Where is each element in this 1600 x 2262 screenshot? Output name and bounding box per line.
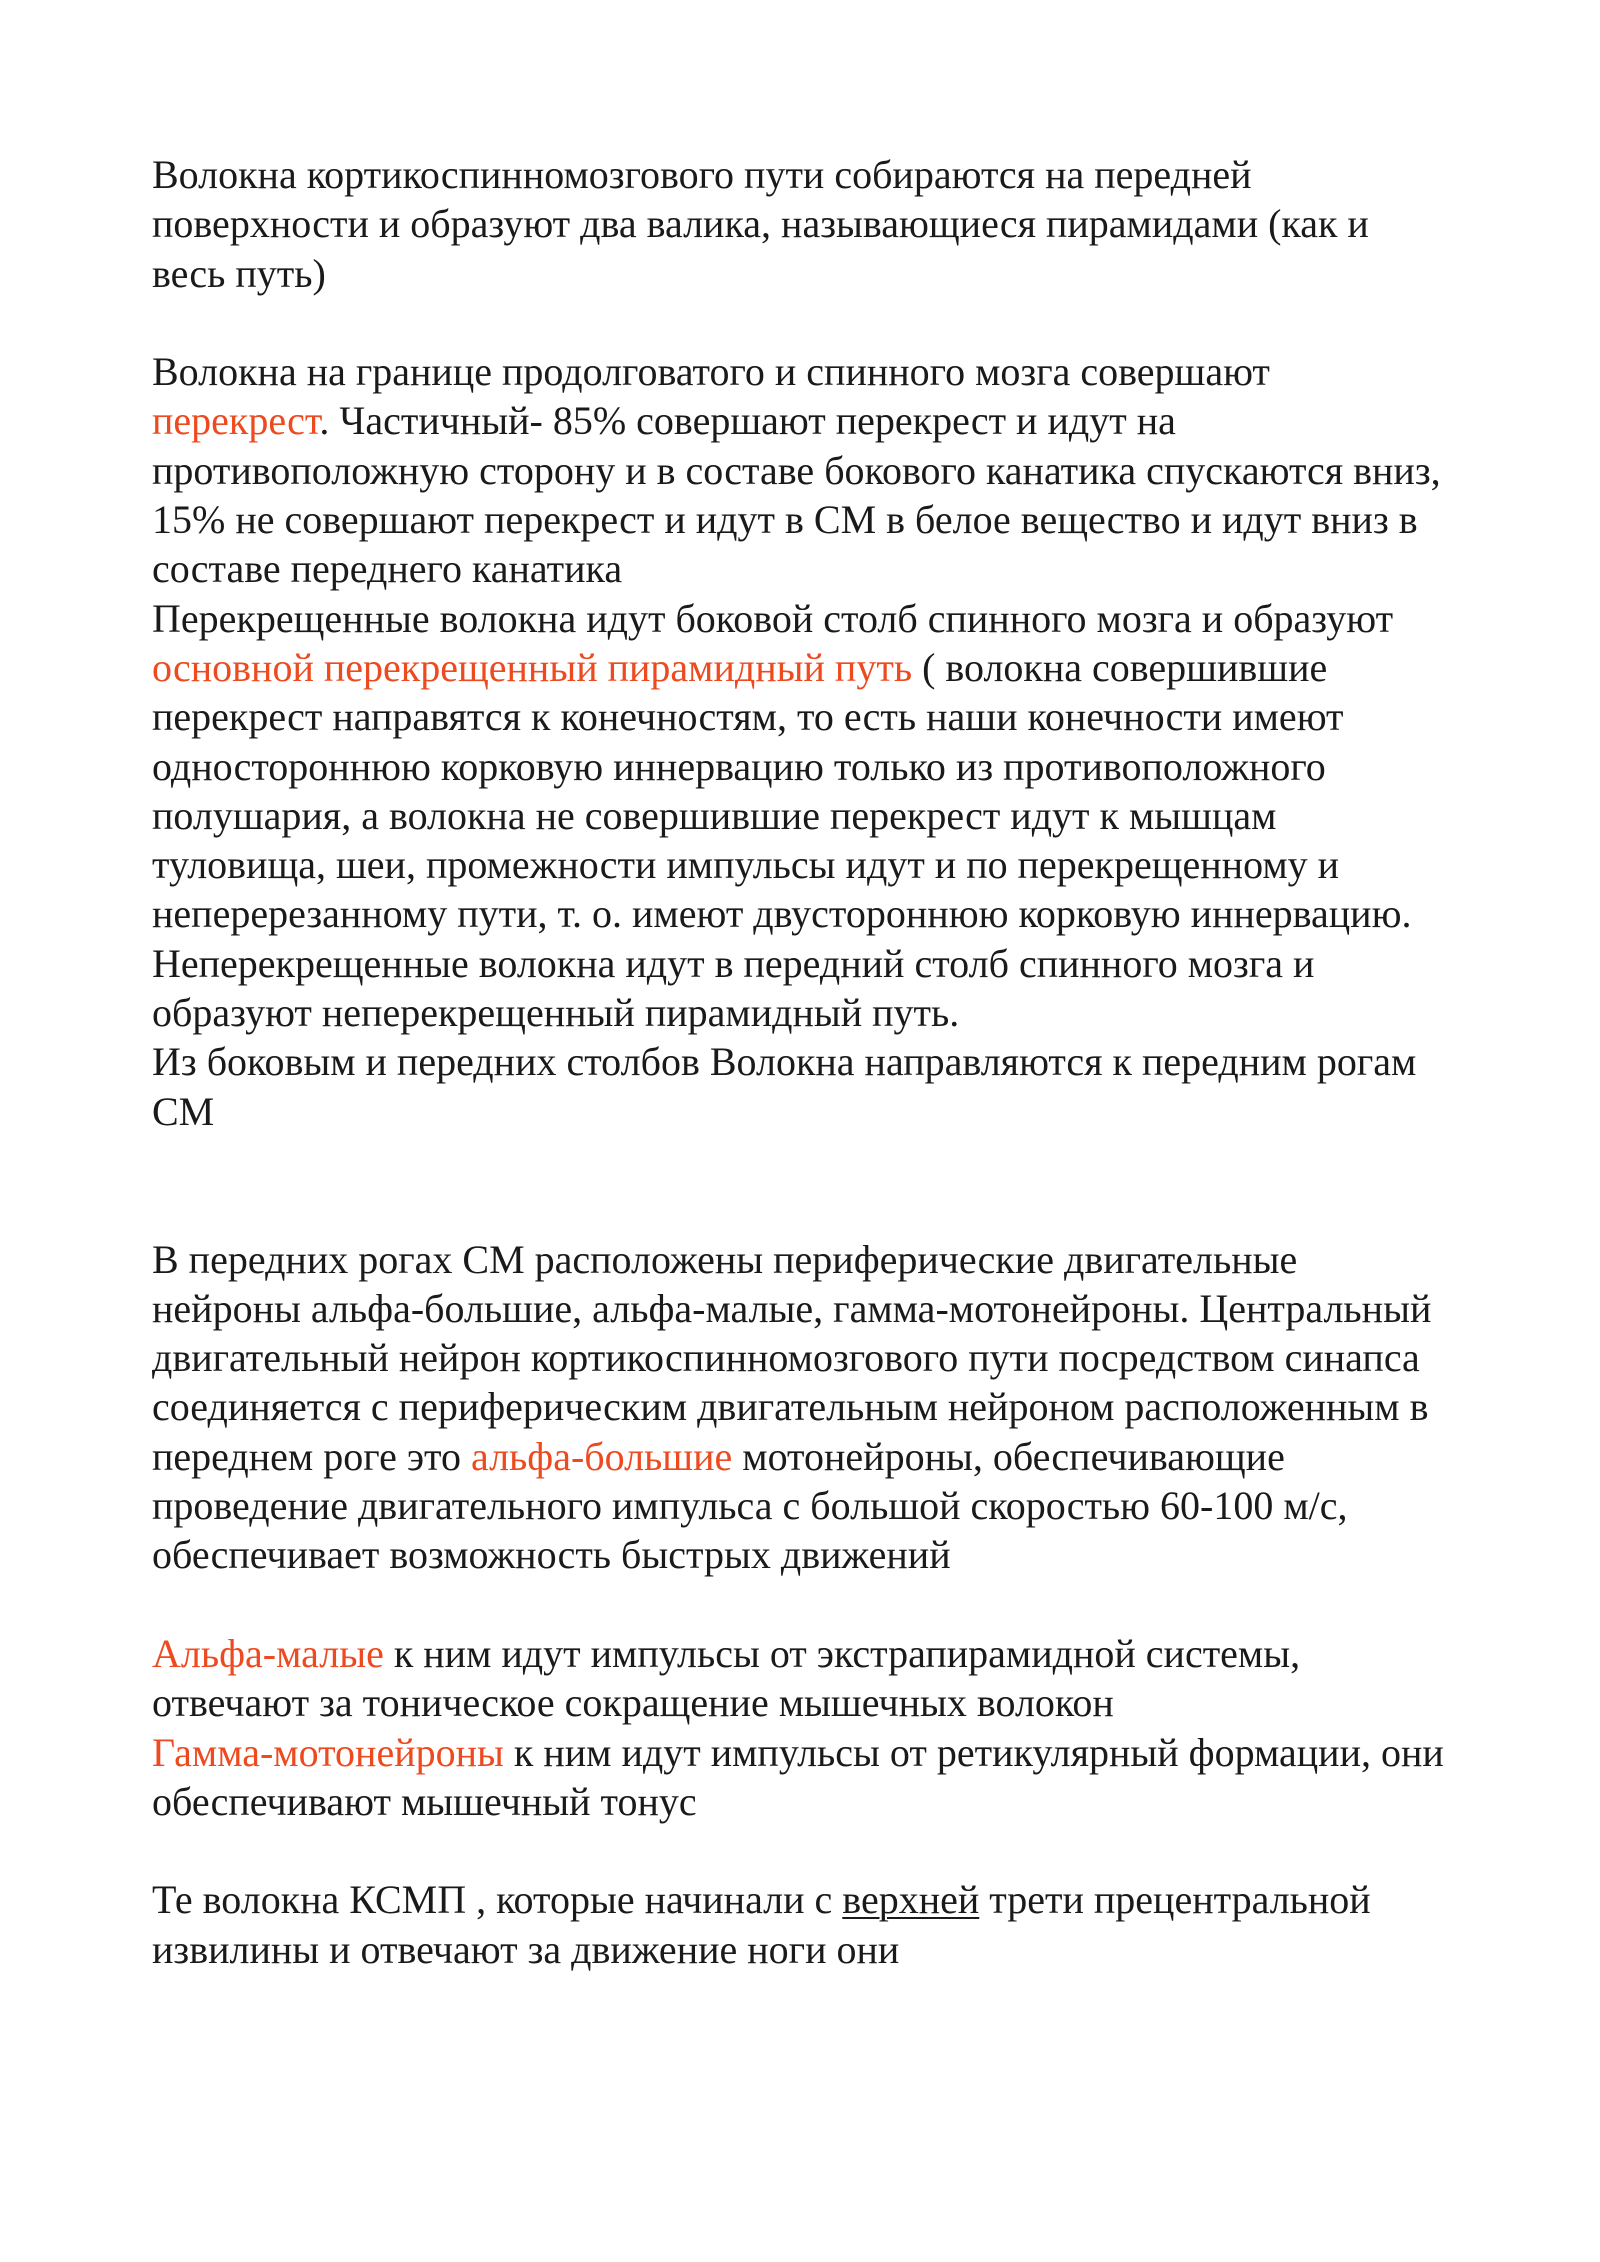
- highlight-alpha-large: альфа-большие: [470, 1433, 733, 1479]
- paragraph-text: мотонейроны, обеспечивающие проведение двигательного импульса с большой скоростью 60-100 м/с, обеспечивает возможность быстрых движений: [152, 1433, 1348, 1578]
- paragraph-text: В передних рогах СМ расположены периферические двигательные нейроны альфа-большие, альфа-малые, гамма-мотонейроны. Центральный двигательный нейрон кортикоспинномозгового пути посредством синапса соединяется с периферическим двигательным нейроном расположенным в переднем роге это: [152, 1236, 1432, 1479]
- paragraph-decussation: [152, 347, 1452, 593]
- paragraph-text: Волокна кортикоспинномозгового пути собираются на передней поверхности и образуют два валика, называющиеся пирамидами (как и весь путь): [152, 152, 1369, 296]
- highlight-decussation: перекрест: [152, 398, 320, 444]
- paragraph-gamma: [152, 1728, 1452, 1827]
- paragraph-uncrossed-fibers: [152, 939, 1452, 1038]
- highlight-main-crossed-tract: основной перекрещенный пирамидный путь: [152, 644, 913, 690]
- paragraph-gap: [152, 1580, 1452, 1629]
- paragraph-text: к ним идут импульсы от ретикулярный формации, они обеспечивают мышечный тонус: [152, 1729, 1444, 1824]
- paragraph-gap: [152, 298, 1452, 347]
- paragraph-text: Волокна на границе продолговатого и спинного мозга совершают: [152, 349, 1270, 395]
- paragraph-text: Неперекрещенные волокна идут в передний столб спинного мозга и образуют неперекрещенный пирамидный путь.: [152, 940, 1315, 1036]
- document-page: [152, 150, 1452, 1974]
- paragraph-crossed-fibers: [152, 594, 1452, 939]
- paragraph-text: ( волокна совершившие перекрест направятся к конечностям, то есть наши конечности имеют одностороннюю корковую иннервацию только из противоположного полушария, а волокна не совершившие перекрест идут к мышцам туловища, шеи, промежности импульсы идут и по перекрещенному и неперерезанному пути, т. о. имеют двустороннюю корковую иннервацию.: [152, 644, 1412, 937]
- paragraph-gap: [152, 1826, 1452, 1875]
- highlight-alpha-small: Альфа-малые: [152, 1630, 384, 1676]
- underlined-upper: верхней: [842, 1877, 980, 1923]
- paragraph-ksmp-fibers: [152, 1875, 1452, 1974]
- paragraph-text: Перекрещенные волокна идут боковой столб спинного мозга и образуют: [152, 595, 1394, 641]
- paragraph-text: Из боковым и передних столбов Волокна направляются к передним рогам СМ: [152, 1039, 1417, 1134]
- paragraph-text: Те волокна КСМП , которые начинали с: [152, 1877, 843, 1923]
- paragraph-gap: [152, 1136, 1452, 1235]
- paragraph-text: трети прецентральной извилины и отвечают за движение ноги они: [152, 1877, 1371, 1972]
- paragraph-text: . Частичный- 85% совершают перекрест и идут на противоположную сторону и в составе бокового канатика спускаются вниз, 15% не совершают перекрест и идут в СМ в белое вещество и идут вниз в составе переднего канатика: [152, 398, 1441, 592]
- paragraph-text: к ним идут импульсы от экстрапирамидной системы, отвечают за тоническое сокращение мышечных волокон: [152, 1630, 1301, 1726]
- paragraph-alpha-small: [152, 1629, 1452, 1728]
- paragraph-anterior-horns: [152, 1037, 1452, 1136]
- paragraph-motor-neurons: [152, 1235, 1452, 1580]
- highlight-gamma: Гамма-мотонейроны: [152, 1729, 504, 1775]
- paragraph-pyramids: [152, 150, 1452, 298]
